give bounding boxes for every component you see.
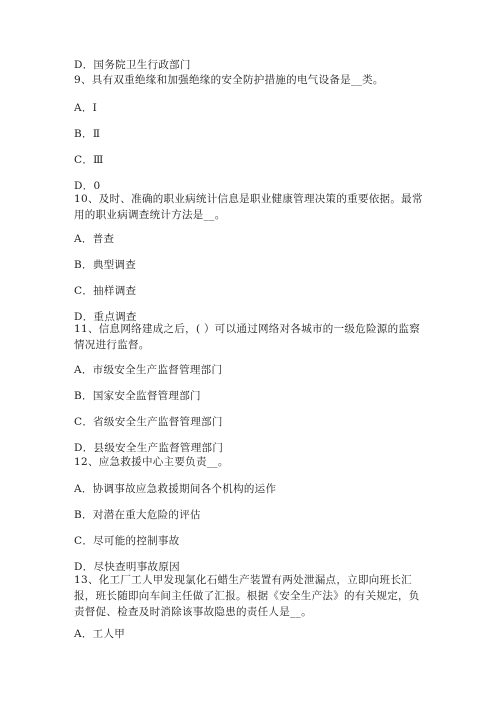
option-11d: D．县级安全生产监督管理部门	[74, 442, 224, 454]
option-13a: A．工人甲	[74, 628, 126, 640]
option-12a: A．协调事故应急救援期间各个机构的运作	[74, 483, 277, 495]
question-9: 9、具有双重绝缘和加强绝缘的安全防护措施的电气设备是__类。	[74, 74, 384, 86]
option-9b: B．Ⅱ	[74, 128, 101, 140]
option-10b: B．典型调查	[74, 259, 137, 271]
option-11c: C．省级安全生产监督管理部门	[74, 416, 223, 428]
option-9a: A．Ⅰ	[74, 102, 98, 114]
question-12: 12、应急救援中心主要负责__。	[74, 456, 229, 468]
option-10c: C．抽样调查	[74, 285, 137, 297]
option-9d: D．0	[74, 180, 101, 192]
question-10: 10、及时、准确的职业病统计信息是职业健康管理决策的重要依据。最常用的职业病调查统计方法是__。	[74, 193, 423, 221]
question-13: 13、化工厂工人甲发现氯化石蜡生产装置有两处泄漏点，立即向班长汇报，班长随即向车间主任做了汇报。根据《安全生产法》的有关规定，负责督促、检查及时消除该事故隐患的责任人是__。	[74, 574, 420, 618]
option-8d: D．国务院卫生行政部门	[74, 59, 191, 71]
option-10d: D．重点调查	[74, 311, 137, 323]
option-12b: B．对潜在重大危险的评估	[74, 509, 201, 521]
option-12d: D．尽快查明事故原因	[74, 561, 180, 573]
question-11: 11、信息网络建成之后，( ）可以通过网络对各城市的一级危险源的监察情况进行监督。	[74, 323, 420, 351]
option-11b: B．国家安全监督管理部门	[74, 390, 201, 402]
option-11a: A．市级安全生产监督管理部门	[74, 364, 223, 376]
option-12c: C．尽可能的控制事故	[74, 535, 180, 547]
option-9c: C．Ⅲ	[74, 154, 104, 166]
option-10a: A．普查	[74, 233, 115, 245]
